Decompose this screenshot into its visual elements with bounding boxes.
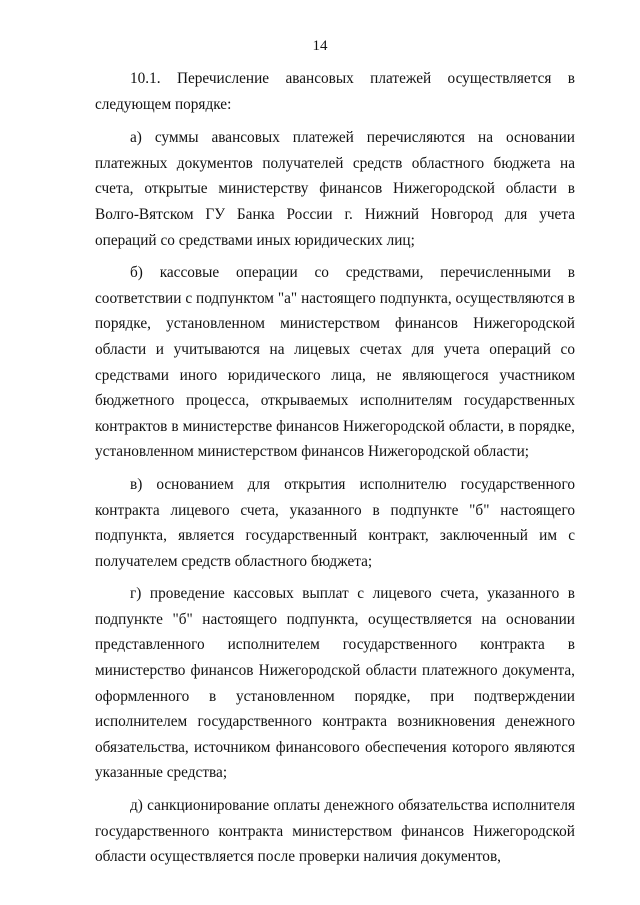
paragraph-a: а) суммы авансовых платежей перечисляются на основании платежных документов получателей средств областного бюджета на счета, открытые министерству финансов Нижегородской области в Волго-Вятском ГУ Банка России г. Нижний Новгород для учета операций со средствами иных юридических лиц; — [95, 129, 575, 249]
paragraph-b: б) кассовые операции со средствами, перечисленными в соответствии с подпунктом "а" настоящего подпункта, осуществляются в порядке, установленном министерством финансов Нижегородской области и учитываются на лицевых счетах для учета операций со средствами иного юридического лица, не являющегося участником бюджетного процесса, открываемых исполнителям государственных контрактов в министерстве финансов Нижегородской области, в порядке, установленном министерством финансов Нижегородской области; — [95, 264, 575, 461]
paragraph-g: г) проведение кассовых выплат с лицевого счета, указанного в подпункте "б" настоящего подпункта, осуществляется на основании представленного исполнителем государственного контракта в министерство финансов Нижегородской области платежного документа, оформленного в установленном порядке, при подтверждении исполнителем государственного контракта возникновения денежного обязательства, источником финансового обеспечения которого являются указанные средства; — [95, 585, 575, 782]
document-body — [95, 66, 575, 877]
paragraph-10-1: 10.1. Перечисление авансовых платежей осуществляется в следующем порядке: — [95, 70, 575, 113]
paragraph-v: в) основанием для открытия исполнителю государственного контракта лицевого счета, указанного в подпункте "б" настоящего подпункта, является государственный контракт, заключенный им с получателем средств областного бюджета; — [95, 475, 575, 570]
paragraph-d: д) санкционирование оплаты денежного обязательства исполнителя государственного контракта министерством финансов Нижегородской области осуществляется после проверки наличия документов, — [95, 797, 575, 866]
page-number: 14 — [312, 38, 328, 54]
